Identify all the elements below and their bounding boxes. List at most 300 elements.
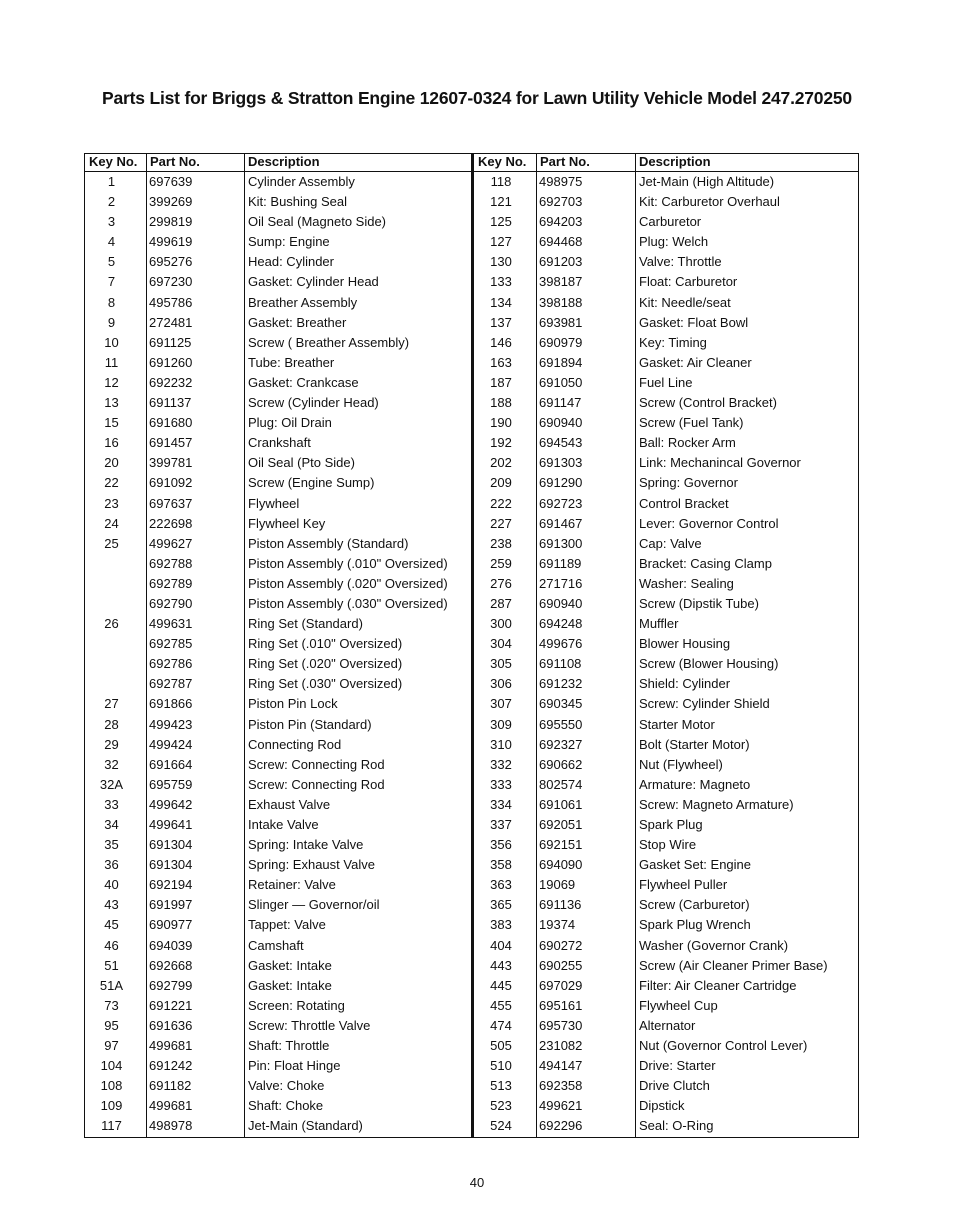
description-cell: Alternator	[639, 1017, 696, 1033]
part-no-cell: 690272	[539, 937, 583, 953]
part-no-cell: 231082	[539, 1038, 583, 1054]
key-no-cell: 46	[104, 937, 119, 953]
description-cell: Gasket: Cylinder Head	[248, 274, 379, 290]
description-cell: Kit: Needle/seat	[639, 294, 731, 310]
part-no-cell: 691189	[539, 555, 582, 571]
description-cell: Screw: Throttle Valve	[248, 1017, 371, 1033]
description-cell: Oil Seal (Pto Side)	[248, 455, 355, 471]
key-no-cell: 227	[490, 515, 512, 531]
key-no-cell: 34	[104, 817, 119, 832]
description-cell: Tappet: Valve	[248, 917, 326, 933]
key-no-cell: 510	[490, 1058, 512, 1074]
part-no-cell: 691680	[149, 415, 193, 431]
description-cell: Flywheel Cup	[639, 997, 718, 1013]
description-cell: Shaft: Choke	[248, 1098, 324, 1114]
part-no-cell: 692789	[149, 575, 193, 591]
key-no-cell: 25	[104, 535, 119, 551]
description-cell: Spring: Exhaust Valve	[248, 857, 375, 873]
key-no-cell: 513	[490, 1078, 512, 1094]
part-no-cell: 691664	[149, 756, 193, 772]
part-no-cell: 499676	[539, 636, 583, 652]
description-cell: Shaft: Throttle	[248, 1038, 330, 1054]
key-no-cell: 29	[104, 736, 119, 752]
key-no-cell: 95	[104, 1017, 119, 1033]
part-no-cell: 691894	[539, 354, 583, 370]
description-cell: Piston Pin (Standard)	[248, 716, 372, 732]
part-no-cell: 691125	[149, 334, 192, 350]
part-no-cell: 498975	[539, 174, 583, 189]
key-no-cell: 8	[107, 294, 116, 310]
description-cell: Kit: Carburetor Overhaul	[639, 194, 780, 210]
description-cell: Screw (Control Bracket)	[639, 395, 777, 411]
description-cell: Screw: Magneto Armature)	[639, 796, 794, 812]
key-no-cell: 133	[490, 274, 512, 290]
part-no-cell: 692790	[149, 595, 193, 611]
description-cell: Pin: Float Hinge	[248, 1058, 341, 1074]
key-no-cell: 51	[104, 957, 119, 973]
key-no-cell: 45	[104, 917, 119, 933]
part-no-cell: 692785	[149, 636, 193, 652]
description-cell: Sump: Engine	[248, 234, 330, 250]
part-no-cell: 692151	[539, 837, 583, 853]
key-no-cell	[85, 594, 146, 614]
part-no-cell: 697029	[539, 977, 583, 993]
description-cell: Screw: Cylinder Shield	[639, 696, 770, 712]
part-no-cell: 691242	[149, 1058, 193, 1074]
key-no-cell: 304	[490, 636, 512, 652]
key-no-cell	[85, 674, 146, 694]
part-no-cell: 691304	[149, 857, 193, 873]
description-cell: Jet-Main (Standard)	[248, 1118, 363, 1134]
description-cell: Armature: Magneto	[639, 776, 751, 792]
part-no-cell: 272481	[149, 314, 193, 330]
part-no-cell: 691137	[149, 395, 192, 411]
key-no-cell: 505	[490, 1038, 512, 1054]
part-no-cell: 499641	[149, 817, 193, 832]
description-cell: Piston Assembly (.030" Oversized)	[248, 595, 448, 611]
key-no-cell: 209	[490, 475, 512, 491]
description-header: Description	[245, 154, 471, 172]
key-no-header: Key No.	[85, 154, 146, 172]
part-no-cell: 691147	[539, 395, 582, 411]
description-cell: Float: Carburetor	[639, 274, 738, 290]
part-no-cell: 692799	[149, 977, 193, 993]
description-cell: Link: Mechanincal Governor	[639, 455, 801, 471]
key-no-cell: 40	[104, 877, 119, 893]
part-no-cell: 695276	[149, 254, 193, 270]
description-cell: Screw (Engine Sump)	[248, 475, 375, 491]
description-cell: Ring Set (Standard)	[248, 616, 363, 632]
part-no-cell: 690940	[539, 415, 583, 431]
description-column	[635, 154, 858, 1137]
key-no-cell: 16	[104, 435, 119, 451]
key-no-cell: 5	[107, 254, 116, 270]
description-cell: Screw (Blower Housing)	[639, 656, 779, 672]
key-no-cell: 35	[104, 837, 119, 853]
part-no-cell: 19069	[539, 877, 576, 893]
part-no-cell: 499424	[149, 736, 193, 752]
key-no-column	[85, 154, 146, 1137]
key-no-cell: 11	[104, 354, 119, 370]
part-no-cell: 692358	[539, 1078, 583, 1094]
key-no-cell: 188	[490, 395, 512, 411]
part-no-header: Part No.	[537, 154, 635, 172]
description-cell: Jet-Main (High Altitude)	[639, 174, 775, 189]
part-no-cell: 694039	[149, 937, 193, 953]
key-no-cell: 51A	[99, 977, 124, 993]
description-cell: Oil Seal (Magneto Side)	[248, 214, 387, 230]
description-cell: Flywheel Puller	[639, 877, 728, 893]
description-cell: Spark Plug Wrench	[639, 917, 751, 933]
page-number: 40	[469, 1175, 485, 1190]
description-cell: Control Bracket	[639, 495, 729, 511]
part-no-cell: 691866	[149, 696, 193, 712]
part-no-cell: 499631	[149, 616, 193, 632]
part-no-cell: 693981	[539, 314, 583, 330]
part-no-cell: 691050	[539, 374, 583, 390]
key-no-cell: 356	[490, 837, 512, 853]
key-no-cell: 332	[490, 756, 512, 772]
part-no-cell: 697639	[149, 174, 193, 189]
description-cell: Piston Pin Lock	[248, 696, 338, 712]
key-no-cell: 474	[490, 1017, 512, 1033]
part-no-cell: 499619	[149, 234, 193, 250]
part-no-cell: 695550	[539, 716, 583, 732]
part-no-cell: 399269	[149, 194, 193, 210]
description-cell: Breather Assembly	[248, 294, 358, 310]
description-cell: Valve: Choke	[248, 1078, 325, 1094]
part-no-cell: 694248	[539, 616, 583, 632]
key-no-cell: 28	[104, 716, 119, 732]
part-no-cell: 692788	[149, 555, 193, 571]
parts-table-right	[472, 153, 859, 1138]
key-no-cell: 20	[104, 455, 119, 471]
description-cell: Piston Assembly (.020" Oversized)	[248, 575, 448, 591]
part-no-cell: 691092	[149, 475, 193, 491]
part-no-cell: 691467	[539, 515, 583, 531]
part-no-column	[146, 154, 244, 1137]
description-cell: Dipstick	[639, 1098, 685, 1114]
description-cell: Fuel Line	[639, 374, 693, 390]
description-cell: Tube: Breather	[248, 354, 335, 370]
key-no-cell: 118	[490, 174, 512, 189]
key-no-cell: 146	[490, 334, 512, 350]
description-cell: Ball: Rocker Arm	[639, 435, 736, 451]
part-no-cell: 692786	[149, 656, 193, 672]
description-cell: Drive Clutch	[639, 1078, 710, 1094]
description-cell: Plug: Welch	[639, 234, 709, 250]
key-no-cell: 104	[100, 1058, 123, 1074]
key-no-cell: 259	[490, 555, 512, 571]
part-no-cell: 690255	[539, 957, 583, 973]
description-cell: Gasket: Float Bowl	[639, 314, 749, 330]
part-no-cell: 691300	[539, 535, 583, 551]
description-cell: Flywheel	[248, 495, 300, 511]
part-no-cell: 691303	[539, 455, 583, 471]
key-no-cell: 309	[490, 716, 512, 732]
part-no-cell: 691636	[149, 1017, 193, 1033]
key-no-cell: 32	[104, 756, 119, 772]
part-no-cell: 691457	[149, 435, 193, 451]
key-no-cell: 202	[490, 455, 512, 471]
part-no-cell: 694090	[539, 857, 583, 873]
part-no-cell: 690940	[539, 595, 583, 611]
key-no-cell	[85, 654, 146, 674]
description-cell: Nut (Flywheel)	[639, 756, 723, 772]
key-no-cell: 404	[490, 937, 512, 953]
description-cell: Camshaft	[248, 937, 304, 953]
part-no-cell: 692051	[539, 817, 583, 832]
key-no-cell: 443	[490, 957, 512, 973]
part-no-cell: 499642	[149, 796, 193, 812]
key-no-cell: 130	[490, 254, 512, 270]
part-no-cell: 690979	[539, 334, 583, 350]
key-no-cell: 337	[490, 817, 512, 832]
key-no-cell: 190	[490, 415, 512, 431]
key-no-cell: 125	[490, 214, 512, 230]
description-cell: Screw (Dipstik Tube)	[639, 595, 759, 611]
description-cell: Intake Valve	[248, 817, 319, 832]
part-no-cell: 694468	[539, 234, 583, 250]
key-no-cell: 455	[490, 997, 512, 1013]
description-cell: Spring: Intake Valve	[248, 837, 364, 853]
key-no-cell: 15	[104, 415, 119, 431]
key-no-cell	[85, 574, 146, 594]
description-cell: Screw (Cylinder Head)	[248, 395, 379, 411]
key-no-cell: 32A	[99, 776, 124, 792]
part-no-cell: 695161	[539, 997, 583, 1013]
part-no-cell: 691221	[149, 997, 193, 1013]
part-no-cell: 499621	[539, 1098, 583, 1114]
key-no-cell: 445	[490, 977, 512, 993]
key-no-cell: 334	[490, 796, 512, 812]
part-no-cell: 495786	[149, 294, 193, 310]
part-no-cell: 692194	[149, 877, 193, 893]
key-no-cell: 163	[490, 354, 512, 370]
description-cell: Crankshaft	[248, 435, 311, 451]
part-no-cell: 691203	[539, 254, 583, 270]
part-no-cell: 398187	[539, 274, 583, 290]
part-no-cell: 692787	[149, 676, 193, 692]
description-cell: Exhaust Valve	[248, 796, 331, 812]
description-header: Description	[636, 154, 858, 172]
key-no-cell: 365	[490, 897, 512, 913]
key-no-cell: 363	[490, 877, 512, 893]
description-cell: Screw: Connecting Rod	[248, 776, 385, 792]
part-no-cell: 697230	[149, 274, 193, 290]
description-cell: Nut (Governor Control Lever)	[639, 1038, 808, 1054]
key-no-cell: 36	[104, 857, 119, 873]
key-no-cell: 127	[490, 234, 512, 250]
description-cell: Bracket: Casing Clamp	[639, 555, 772, 571]
part-no-cell: 694543	[539, 435, 583, 451]
key-no-cell: 121	[490, 194, 512, 210]
key-no-cell: 4	[107, 234, 116, 250]
description-cell: Starter Motor	[639, 716, 715, 732]
part-no-cell: 271716	[539, 575, 583, 591]
parts-table	[84, 153, 859, 1138]
key-no-cell: 300	[490, 616, 512, 632]
part-no-cell: 691182	[149, 1078, 192, 1094]
description-cell: Key: Timing	[639, 334, 707, 350]
part-no-cell: 398188	[539, 294, 583, 310]
part-no-cell: 691108	[539, 656, 582, 672]
part-no-cell: 299819	[149, 214, 193, 230]
description-cell: Gasket: Intake	[248, 977, 332, 993]
description-cell: Drive: Starter	[639, 1058, 716, 1074]
part-no-cell: 690345	[539, 696, 583, 712]
key-no-cell: 2	[107, 194, 116, 210]
key-no-cell: 109	[100, 1098, 123, 1114]
key-no-cell: 1	[107, 174, 116, 189]
part-no-cell: 690662	[539, 756, 583, 772]
description-cell: Screw ( Breather Assembly)	[248, 334, 410, 350]
key-no-cell: 192	[490, 435, 512, 451]
key-no-cell: 310	[490, 736, 512, 752]
key-no-cell: 287	[490, 595, 512, 611]
key-no-cell: 276	[490, 575, 512, 591]
key-no-cell: 306	[490, 676, 512, 692]
part-no-cell: 19374	[539, 917, 576, 933]
description-cell: Plug: Oil Drain	[248, 415, 332, 431]
description-cell: Muffler	[639, 616, 679, 632]
description-column	[244, 154, 471, 1137]
part-no-cell: 494147	[539, 1058, 583, 1074]
part-no-cell: 222698	[149, 515, 193, 531]
part-no-cell: 691232	[539, 676, 583, 692]
key-no-cell: 26	[104, 616, 119, 632]
key-no-cell: 187	[490, 374, 512, 390]
description-cell: Kit: Bushing Seal	[248, 194, 348, 210]
description-cell: Seal: O-Ring	[639, 1118, 714, 1134]
key-no-cell: 524	[490, 1118, 512, 1134]
key-no-header: Key No.	[474, 154, 536, 172]
description-cell: Gasket: Intake	[248, 957, 332, 973]
part-no-cell: 692723	[539, 495, 583, 511]
key-no-cell: 222	[490, 495, 512, 511]
key-no-cell: 27	[104, 696, 119, 712]
description-cell: Bolt (Starter Motor)	[639, 736, 750, 752]
description-cell: Screw (Air Cleaner Primer Base)	[639, 957, 828, 973]
part-no-cell: 692327	[539, 736, 583, 752]
key-no-cell: 97	[104, 1038, 119, 1054]
description-cell: Connecting Rod	[248, 736, 342, 752]
key-no-cell: 24	[104, 515, 119, 531]
key-no-cell	[85, 554, 146, 574]
key-no-cell: 117	[101, 1118, 122, 1134]
description-cell: Gasket: Breather	[248, 314, 347, 330]
part-no-cell: 692232	[149, 374, 193, 390]
description-cell: Filter: Air Cleaner Cartridge	[639, 977, 797, 993]
description-cell: Ring Set (.010" Oversized)	[248, 636, 403, 652]
key-no-cell: 23	[104, 495, 119, 511]
description-cell: Gasket Set: Engine	[639, 857, 752, 873]
key-no-cell: 43	[104, 897, 119, 913]
key-no-cell: 137	[490, 314, 512, 330]
description-cell: Flywheel Key	[248, 515, 326, 531]
part-no-cell: 695730	[539, 1017, 583, 1033]
description-cell: Washer: Sealing	[639, 575, 734, 591]
part-no-cell: 499681	[149, 1098, 193, 1114]
key-no-cell: 13	[104, 395, 119, 411]
description-cell: Screw (Fuel Tank)	[639, 415, 744, 431]
part-no-cell: 691304	[149, 837, 193, 853]
part-no-cell: 691061	[539, 796, 583, 812]
part-no-cell: 498978	[149, 1118, 193, 1134]
description-cell: Slinger — Governor/oil	[248, 897, 380, 913]
description-cell: Spring: Governor	[639, 475, 738, 491]
key-no-column	[474, 154, 536, 1137]
description-cell: Screen: Rotating	[248, 997, 345, 1013]
key-no-cell: 333	[490, 776, 512, 792]
key-no-cell: 33	[104, 796, 119, 812]
parts-table-left	[84, 153, 472, 1138]
part-no-cell: 690977	[149, 917, 193, 933]
part-no-cell: 499627	[149, 535, 193, 551]
key-no-cell: 3	[107, 214, 116, 230]
key-no-cell: 238	[490, 535, 512, 551]
description-cell: Piston Assembly (.010" Oversized)	[248, 555, 448, 571]
key-no-cell	[85, 634, 146, 654]
key-no-cell: 358	[490, 857, 512, 873]
description-cell: Retainer: Valve	[248, 877, 336, 893]
key-no-cell: 307	[490, 696, 512, 712]
part-no-cell: 499681	[149, 1038, 193, 1054]
part-no-cell: 692296	[539, 1118, 583, 1134]
key-no-cell: 383	[490, 917, 512, 933]
description-cell: Lever: Governor Control	[639, 515, 779, 531]
description-cell: Cylinder Assembly	[248, 174, 355, 189]
part-no-cell: 692668	[149, 957, 193, 973]
description-cell: Ring Set (.020" Oversized)	[248, 656, 403, 672]
key-no-cell: 9	[107, 314, 116, 330]
part-no-cell: 697637	[149, 495, 193, 511]
description-cell: Gasket: Crankcase	[248, 374, 359, 390]
key-no-cell: 7	[107, 274, 116, 290]
description-cell: Washer (Governor Crank)	[639, 937, 789, 953]
description-cell: Screw (Carburetor)	[639, 897, 750, 913]
part-no-cell: 692703	[539, 194, 583, 210]
description-cell: Ring Set (.030" Oversized)	[248, 676, 403, 692]
description-cell: Screw: Connecting Rod	[248, 756, 385, 772]
key-no-cell: 73	[104, 997, 119, 1013]
description-cell: Piston Assembly (Standard)	[248, 535, 409, 551]
part-no-column	[536, 154, 635, 1137]
key-no-cell: 108	[100, 1078, 123, 1094]
part-no-cell: 802574	[539, 776, 583, 792]
key-no-cell: 22	[104, 475, 119, 491]
page-title: Parts List for Briggs & Stratton Engine 12607-0324 for Lawn Utility Vehicle Model 247.270250	[102, 88, 852, 108]
description-cell: Shield: Cylinder	[639, 676, 731, 692]
description-cell: Valve: Throttle	[639, 254, 722, 270]
description-cell: Stop Wire	[639, 837, 697, 853]
description-cell: Cap: Valve	[639, 535, 702, 551]
part-no-cell: 499423	[149, 716, 193, 732]
part-no-cell: 691136	[539, 897, 582, 913]
description-cell: Blower Housing	[639, 636, 731, 652]
part-no-cell: 695759	[149, 776, 193, 792]
key-no-cell: 134	[490, 294, 512, 310]
key-no-cell: 10	[104, 334, 119, 350]
part-no-header: Part No.	[147, 154, 244, 172]
part-no-cell: 399781	[149, 455, 193, 471]
key-no-cell: 523	[490, 1098, 512, 1114]
description-cell: Carburetor	[639, 214, 702, 230]
key-no-cell: 12	[104, 374, 119, 390]
description-cell: Head: Cylinder	[248, 254, 334, 270]
description-cell: Gasket: Air Cleaner	[639, 354, 752, 370]
part-no-cell: 691260	[149, 354, 193, 370]
